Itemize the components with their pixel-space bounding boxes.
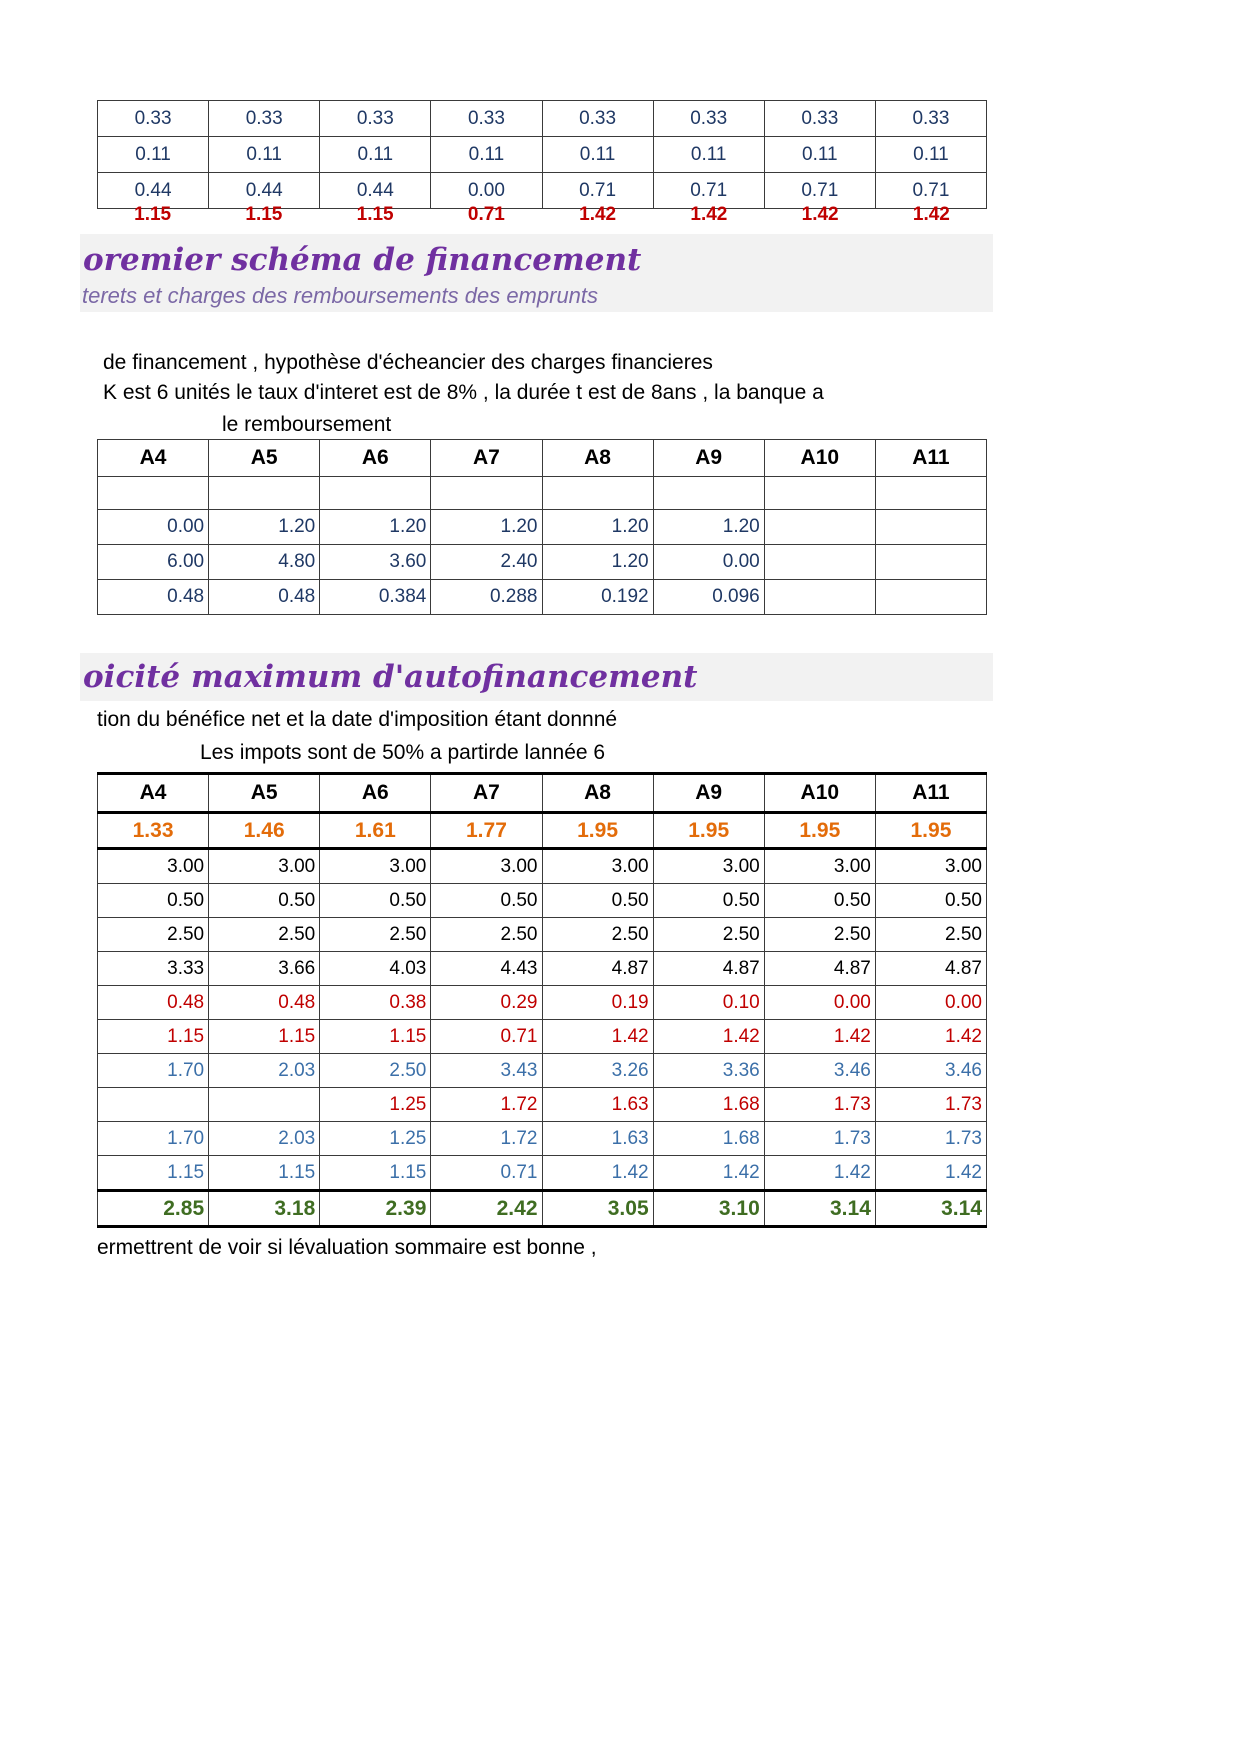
table-cell: 0.33 xyxy=(209,101,320,137)
table-cell: 0.288 xyxy=(431,580,542,615)
table-row xyxy=(98,510,987,545)
section2-paragraph-1: tion du bénéfice net et la date d'imposition étant donnné xyxy=(97,708,618,731)
table-cell: 1.25 xyxy=(320,1088,431,1122)
empty-cell xyxy=(542,477,653,510)
table-cell: 1.42 xyxy=(542,1020,653,1054)
table-cell: 0.50 xyxy=(431,884,542,918)
table-cell: 0.11 xyxy=(875,137,986,173)
table-cell: 1.70 xyxy=(98,1054,209,1088)
empty-cell xyxy=(320,477,431,510)
table-cell: 1.42 xyxy=(653,1156,764,1191)
table-cell: 1.15 xyxy=(320,1020,431,1054)
table-cell: 1.72 xyxy=(431,1088,542,1122)
table-cell: 0.33 xyxy=(320,101,431,137)
table-cell: 1.42 xyxy=(764,1156,875,1191)
table-cell: 0.50 xyxy=(542,884,653,918)
table-cell: 2.50 xyxy=(431,918,542,952)
table-cell: 4.43 xyxy=(431,952,542,986)
table-cell: 1.70 xyxy=(98,1122,209,1156)
table-cell: 0.00 xyxy=(98,510,209,545)
table-row xyxy=(98,952,987,986)
total-cell: 1.42 xyxy=(579,204,617,225)
table-cell: 0.48 xyxy=(209,580,320,615)
table-cell: 0.33 xyxy=(875,101,986,137)
table-cell: 2.39 xyxy=(320,1191,431,1227)
table-cell: 2.50 xyxy=(320,918,431,952)
table-cell: 0.50 xyxy=(209,884,320,918)
table-cell: 4.80 xyxy=(209,545,320,580)
table-cell: 3.00 xyxy=(320,849,431,884)
table-cell: 0.11 xyxy=(431,137,542,173)
table-cell: 4.87 xyxy=(764,952,875,986)
empty-cell xyxy=(431,477,542,510)
table-cell: 0.33 xyxy=(431,101,542,137)
total-cell: 1.42 xyxy=(690,204,728,225)
table-cell: 0.192 xyxy=(542,580,653,615)
column-header: A5 xyxy=(209,774,320,813)
total-cell: 1.15 xyxy=(134,204,172,225)
table-cell: 3.66 xyxy=(209,952,320,986)
table-cell: 4.87 xyxy=(653,952,764,986)
table-row xyxy=(98,580,987,615)
table-cell: 0.33 xyxy=(764,101,875,137)
column-header: A8 xyxy=(542,440,653,477)
footer-paragraph: ermettrent de voir si lévaluation sommaire est bonne , xyxy=(97,1236,597,1259)
table-row xyxy=(98,849,987,884)
table-row xyxy=(98,986,987,1020)
table-cell: 6.00 xyxy=(98,545,209,580)
empty-cell xyxy=(764,580,875,615)
table-cell: 0.50 xyxy=(764,884,875,918)
table-cell: 2.50 xyxy=(542,918,653,952)
table-cell: 2.50 xyxy=(320,1054,431,1088)
table-cell: 3.33 xyxy=(98,952,209,986)
table-cell: 1.42 xyxy=(764,1020,875,1054)
table-cell: 1.25 xyxy=(320,1122,431,1156)
table-cell: 3.00 xyxy=(209,849,320,884)
table-cell: 1.77 xyxy=(431,813,542,849)
table-cell: 0.50 xyxy=(320,884,431,918)
total-row xyxy=(97,198,987,232)
table-cell: 2.03 xyxy=(209,1054,320,1088)
table-cell: 3.46 xyxy=(764,1054,875,1088)
section1-paragraph-3: le remboursement xyxy=(222,413,392,436)
column-header: A4 xyxy=(98,774,209,813)
top-total-table xyxy=(97,198,987,232)
section1-paragraph-2: K est 6 unités le taux d'interet est de 8% , la durée t est de 8ans , la banque a xyxy=(103,381,824,404)
total-cell: 0.71 xyxy=(467,204,505,225)
table-cell: 1.20 xyxy=(431,510,542,545)
table-cell: 3.00 xyxy=(653,849,764,884)
table-cell: 0.71 xyxy=(764,173,875,209)
table-cell: 0.29 xyxy=(431,986,542,1020)
table-row xyxy=(98,884,987,918)
table-cell: 3.60 xyxy=(320,545,431,580)
table-cell: 1.20 xyxy=(320,510,431,545)
table-cell: 2.50 xyxy=(209,918,320,952)
table-cell: 0.48 xyxy=(98,986,209,1020)
table-cell: 2.40 xyxy=(431,545,542,580)
empty-cell xyxy=(209,1088,320,1122)
table-cell: 0.44 xyxy=(98,173,209,209)
table-cell: 0.00 xyxy=(764,986,875,1020)
table-cell: 0.71 xyxy=(875,173,986,209)
table-cell: 1.63 xyxy=(542,1088,653,1122)
table-cell: 4.03 xyxy=(320,952,431,986)
table-cell: 1.42 xyxy=(653,1020,764,1054)
table-cell: 3.14 xyxy=(875,1191,986,1227)
table-cell: 0.11 xyxy=(98,137,209,173)
table-cell: 3.00 xyxy=(431,849,542,884)
table-cell: 3.14 xyxy=(764,1191,875,1227)
section2-paragraph-2: Les impots sont de 50% a partirde lannée 6 xyxy=(200,741,606,764)
total-cell: 1.42 xyxy=(912,204,950,225)
column-header: A6 xyxy=(320,774,431,813)
table-row xyxy=(98,918,987,952)
column-header: A10 xyxy=(764,774,875,813)
table-cell: 0.11 xyxy=(209,137,320,173)
table-cell: 3.00 xyxy=(875,849,986,884)
table-cell: 4.87 xyxy=(875,952,986,986)
column-header: A9 xyxy=(653,440,764,477)
table-cell: 0.48 xyxy=(98,580,209,615)
autofinancing-capacity-table xyxy=(97,772,987,1228)
table-cell: 1.72 xyxy=(431,1122,542,1156)
table-cell: 0.44 xyxy=(209,173,320,209)
table-cell: 1.20 xyxy=(653,510,764,545)
table-cell: 0.50 xyxy=(653,884,764,918)
table-cell: 1.20 xyxy=(542,510,653,545)
table-cell: 0.096 xyxy=(653,580,764,615)
top-partial-table xyxy=(97,100,987,209)
table-cell: 0.33 xyxy=(542,101,653,137)
table-cell: 1.73 xyxy=(875,1088,986,1122)
table-cell: 0.71 xyxy=(431,1156,542,1191)
column-header: A11 xyxy=(875,774,986,813)
table-cell: 0.19 xyxy=(542,986,653,1020)
table-cell: 3.00 xyxy=(98,849,209,884)
table-cell: 4.87 xyxy=(542,952,653,986)
table-cell: 1.68 xyxy=(653,1088,764,1122)
column-header: A5 xyxy=(209,440,320,477)
total-cell: 1.15 xyxy=(245,204,283,225)
table-row xyxy=(98,1088,987,1122)
top-total-body xyxy=(97,198,987,232)
column-header: A7 xyxy=(431,774,542,813)
column-header: A6 xyxy=(320,440,431,477)
table-row xyxy=(98,477,987,510)
table-cell: 2.85 xyxy=(98,1191,209,1227)
table-row xyxy=(98,1020,987,1054)
column-header: A7 xyxy=(431,440,542,477)
table-cell: 1.73 xyxy=(875,1122,986,1156)
table-cell: 0.50 xyxy=(875,884,986,918)
table3-body xyxy=(98,813,987,1227)
table-cell: 0.71 xyxy=(431,1020,542,1054)
table-cell: 0.50 xyxy=(98,884,209,918)
empty-cell xyxy=(875,510,986,545)
table3-header-row xyxy=(98,774,987,813)
table-row xyxy=(98,545,987,580)
empty-cell xyxy=(98,477,209,510)
section2-heading-band xyxy=(80,653,993,701)
table-cell: 1.20 xyxy=(542,545,653,580)
table-cell: 1.42 xyxy=(542,1156,653,1191)
table-cell: 2.42 xyxy=(431,1191,542,1227)
table-cell: 0.11 xyxy=(653,137,764,173)
financing-schedule-table xyxy=(97,439,987,615)
table-row xyxy=(98,101,987,137)
empty-cell xyxy=(764,545,875,580)
table-cell: 1.73 xyxy=(764,1088,875,1122)
table-cell: 3.46 xyxy=(875,1054,986,1088)
table-cell: 0.00 xyxy=(875,986,986,1020)
table-cell: 0.384 xyxy=(320,580,431,615)
empty-cell xyxy=(875,580,986,615)
empty-cell xyxy=(764,477,875,510)
table-cell: 3.43 xyxy=(431,1054,542,1088)
top-table-total-row xyxy=(97,198,987,232)
table-cell: 0.00 xyxy=(653,545,764,580)
table3-head xyxy=(98,774,987,813)
table-cell: 3.36 xyxy=(653,1054,764,1088)
table-cell: 0.10 xyxy=(653,986,764,1020)
empty-cell xyxy=(875,545,986,580)
section1-heading-band xyxy=(80,234,993,312)
table-cell: 1.73 xyxy=(764,1122,875,1156)
table-cell: 1.15 xyxy=(209,1156,320,1191)
table-cell: 0.71 xyxy=(653,173,764,209)
table-cell: 0.33 xyxy=(653,101,764,137)
empty-cell xyxy=(209,477,320,510)
table-cell: 0.38 xyxy=(320,986,431,1020)
table-cell: 1.15 xyxy=(98,1156,209,1191)
table-cell: 1.61 xyxy=(320,813,431,849)
table-cell: 1.20 xyxy=(209,510,320,545)
table2-header-row xyxy=(98,440,987,477)
top-table-body xyxy=(98,101,987,209)
table-cell: 1.46 xyxy=(209,813,320,849)
table-cell: 0.00 xyxy=(431,173,542,209)
table-cell: 1.42 xyxy=(875,1156,986,1191)
table-cell: 1.68 xyxy=(653,1122,764,1156)
table-cell: 0.71 xyxy=(542,173,653,209)
table-row xyxy=(98,1122,987,1156)
empty-cell xyxy=(764,510,875,545)
column-header: A4 xyxy=(98,440,209,477)
table-cell: 0.44 xyxy=(320,173,431,209)
table-cell: 3.26 xyxy=(542,1054,653,1088)
table-cell: 1.95 xyxy=(875,813,986,849)
table-cell: 2.50 xyxy=(653,918,764,952)
empty-cell xyxy=(98,1088,209,1122)
table-cell: 1.15 xyxy=(209,1020,320,1054)
table-cell: 0.11 xyxy=(764,137,875,173)
table-cell: 2.03 xyxy=(209,1122,320,1156)
table-cell: 3.00 xyxy=(764,849,875,884)
table-cell: 1.15 xyxy=(98,1020,209,1054)
table-cell: 2.50 xyxy=(875,918,986,952)
table2-head xyxy=(98,440,987,477)
table-cell: 0.48 xyxy=(209,986,320,1020)
column-header: A11 xyxy=(875,440,986,477)
column-header: A8 xyxy=(542,774,653,813)
table-cell: 0.11 xyxy=(542,137,653,173)
table-cell: 0.11 xyxy=(320,137,431,173)
section1-heading: oremier schéma de financement xyxy=(83,242,642,278)
table-cell: 3.05 xyxy=(542,1191,653,1227)
section1-paragraph-1: de financement , hypothèse d'écheancier des charges financieres xyxy=(103,351,713,374)
total-cell: 1.42 xyxy=(801,204,839,225)
table-row xyxy=(98,1191,987,1227)
empty-cell xyxy=(653,477,764,510)
empty-cell xyxy=(875,477,986,510)
table-cell: 0.33 xyxy=(98,101,209,137)
table2-body xyxy=(98,477,987,615)
table-cell: 1.95 xyxy=(653,813,764,849)
total-cell: 1.15 xyxy=(356,204,394,225)
table-cell: 3.00 xyxy=(542,849,653,884)
column-header: A9 xyxy=(653,774,764,813)
table-row xyxy=(98,1054,987,1088)
table-cell: 1.63 xyxy=(542,1122,653,1156)
table-cell: 2.50 xyxy=(98,918,209,952)
column-header: A10 xyxy=(764,440,875,477)
table-cell: 1.15 xyxy=(320,1156,431,1191)
section1-subheading: terets et charges des remboursements des emprunts xyxy=(82,283,599,308)
table-cell: 1.33 xyxy=(98,813,209,849)
table-cell: 1.42 xyxy=(875,1020,986,1054)
table-row xyxy=(98,813,987,849)
table-cell: 1.95 xyxy=(764,813,875,849)
section2-heading: oicité maximum d'autofinancement xyxy=(83,659,698,695)
table-row xyxy=(98,137,987,173)
table-row xyxy=(98,1156,987,1191)
table-cell: 3.18 xyxy=(209,1191,320,1227)
table-cell: 2.50 xyxy=(764,918,875,952)
table-cell: 1.95 xyxy=(542,813,653,849)
table-cell: 3.10 xyxy=(653,1191,764,1227)
